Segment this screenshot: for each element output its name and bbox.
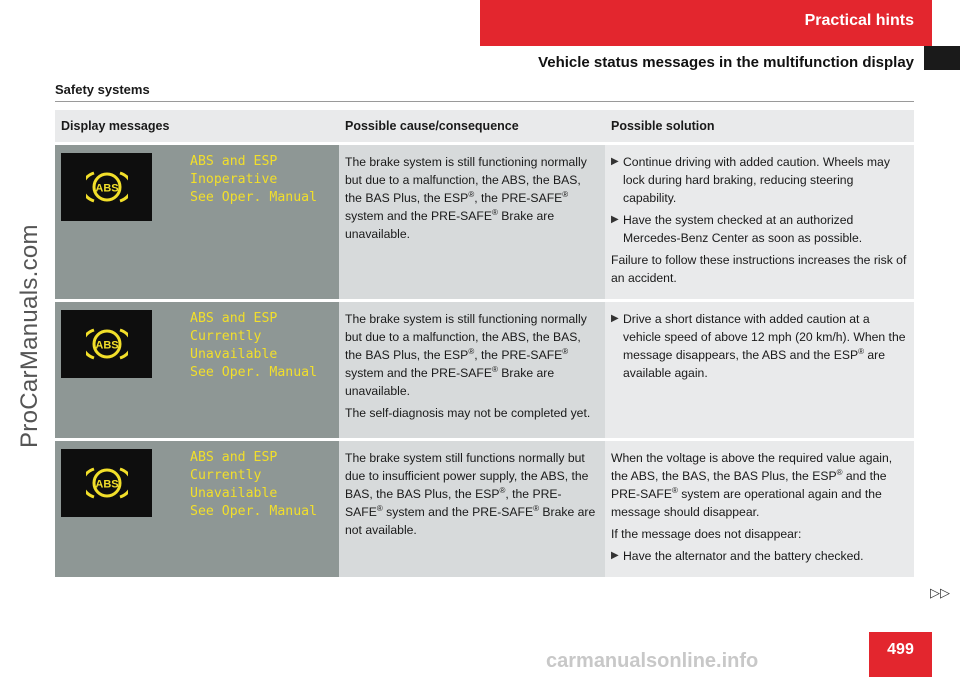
svg-text:ABS: ABS xyxy=(95,478,119,491)
section-marker xyxy=(924,46,960,70)
abs-warning-icon xyxy=(86,464,128,502)
svg-text:ABS: ABS xyxy=(95,339,119,352)
svg-text:ABS: ABS xyxy=(95,182,119,195)
table-row xyxy=(55,440,914,579)
side-watermark: ProCarManuals.com xyxy=(16,224,43,448)
display-message-text: ABS and ESP Currently Unavailable See Oper. Manual xyxy=(190,450,318,519)
display-screen xyxy=(61,153,152,221)
bullet-arrow-icon: ▶ xyxy=(611,214,619,225)
solution-step: ▶ Have the alternator and the battery checked. xyxy=(611,549,864,563)
table-header-row xyxy=(55,110,914,144)
display-screen xyxy=(61,449,152,517)
display-message-text: ABS and ESP Inoperative See Oper. Manual xyxy=(190,154,318,205)
cause-text: The brake system still functions normally but due to insufficient power supply, the ABS, the BAS, the BAS Plus, the ESP®, the PRE-SAFE® system and the PRE-SAFE® Brake are not available. xyxy=(345,451,596,537)
bullet-arrow-icon: ▶ xyxy=(611,313,619,324)
display-message-cell xyxy=(55,301,339,440)
bullet-arrow-icon: ▶ xyxy=(611,156,619,167)
solution-step: ▶ Have the system checked at an authorized Mercedes-Benz Center as soon as possible. xyxy=(611,213,863,245)
abs-warning-icon xyxy=(86,168,128,206)
solution-text: Failure to follow these instructions increases the risk of an accident. xyxy=(611,253,907,285)
table-row xyxy=(55,144,914,301)
bullet-arrow-icon: ▶ xyxy=(611,550,619,561)
solution-step: ▶ Drive a short distance with added caution at a vehicle speed of above 12 mph (20 km/h). When the message disappears, the ABS and the ESP® are available again. xyxy=(611,312,906,380)
column-header: Possible cause/consequence xyxy=(339,110,605,144)
section-tab xyxy=(480,0,932,46)
status-messages-table xyxy=(55,110,914,580)
cause-text: The brake system is still functioning normally but due to a malfunction, the ABS, the BAS, the BAS Plus, the ESP®, the PRE-SAFE® system and the PRE-SAFE® Brake are unavailable. xyxy=(345,155,587,241)
abs-warning-icon xyxy=(86,325,128,363)
display-screen xyxy=(61,310,152,378)
bottom-watermark: carmanualsonline.info xyxy=(546,650,759,672)
continue-marker: ▷▷ xyxy=(930,585,950,600)
solution-text: When the voltage is above the required value again, the ABS, the BAS, the BAS Plus, the ESP® and the PRE-SAFE® system are operational again and the message should disappear. xyxy=(611,451,893,519)
table-row xyxy=(55,301,914,440)
column-header: Display messages xyxy=(55,110,339,144)
column-header: Possible solution xyxy=(605,110,914,144)
solution-cell xyxy=(605,440,914,579)
divider xyxy=(55,101,914,102)
cause-text: The brake system is still functioning normally but due to a malfunction, the ABS, the BAS, the BAS Plus, the ESP®, the PRE-SAFE® system and the PRE-SAFE® Brake are unavailable. xyxy=(345,312,587,398)
chapter-title: Vehicle status messages in the multifunction display xyxy=(538,54,914,71)
subsection-title: Safety systems xyxy=(55,82,150,97)
solution-cell xyxy=(605,144,914,301)
solution-text: If the message does not disappear: xyxy=(611,527,802,541)
display-message-cell xyxy=(55,144,339,301)
display-message-cell xyxy=(55,440,339,579)
cause-cell xyxy=(339,440,605,579)
solution-cell xyxy=(605,301,914,440)
cause-text: The self-diagnosis may not be completed yet. xyxy=(345,406,591,420)
cause-cell xyxy=(339,144,605,301)
solution-step: ▶ Continue driving with added caution. Wheels may lock during hard braking, reducing steering capability. xyxy=(611,155,890,205)
section-title: Practical hints xyxy=(804,12,914,29)
page-number: 499 xyxy=(869,632,932,677)
cause-cell xyxy=(339,301,605,440)
display-message-text: ABS and ESP Currently Unavailable See Oper. Manual xyxy=(190,311,318,380)
